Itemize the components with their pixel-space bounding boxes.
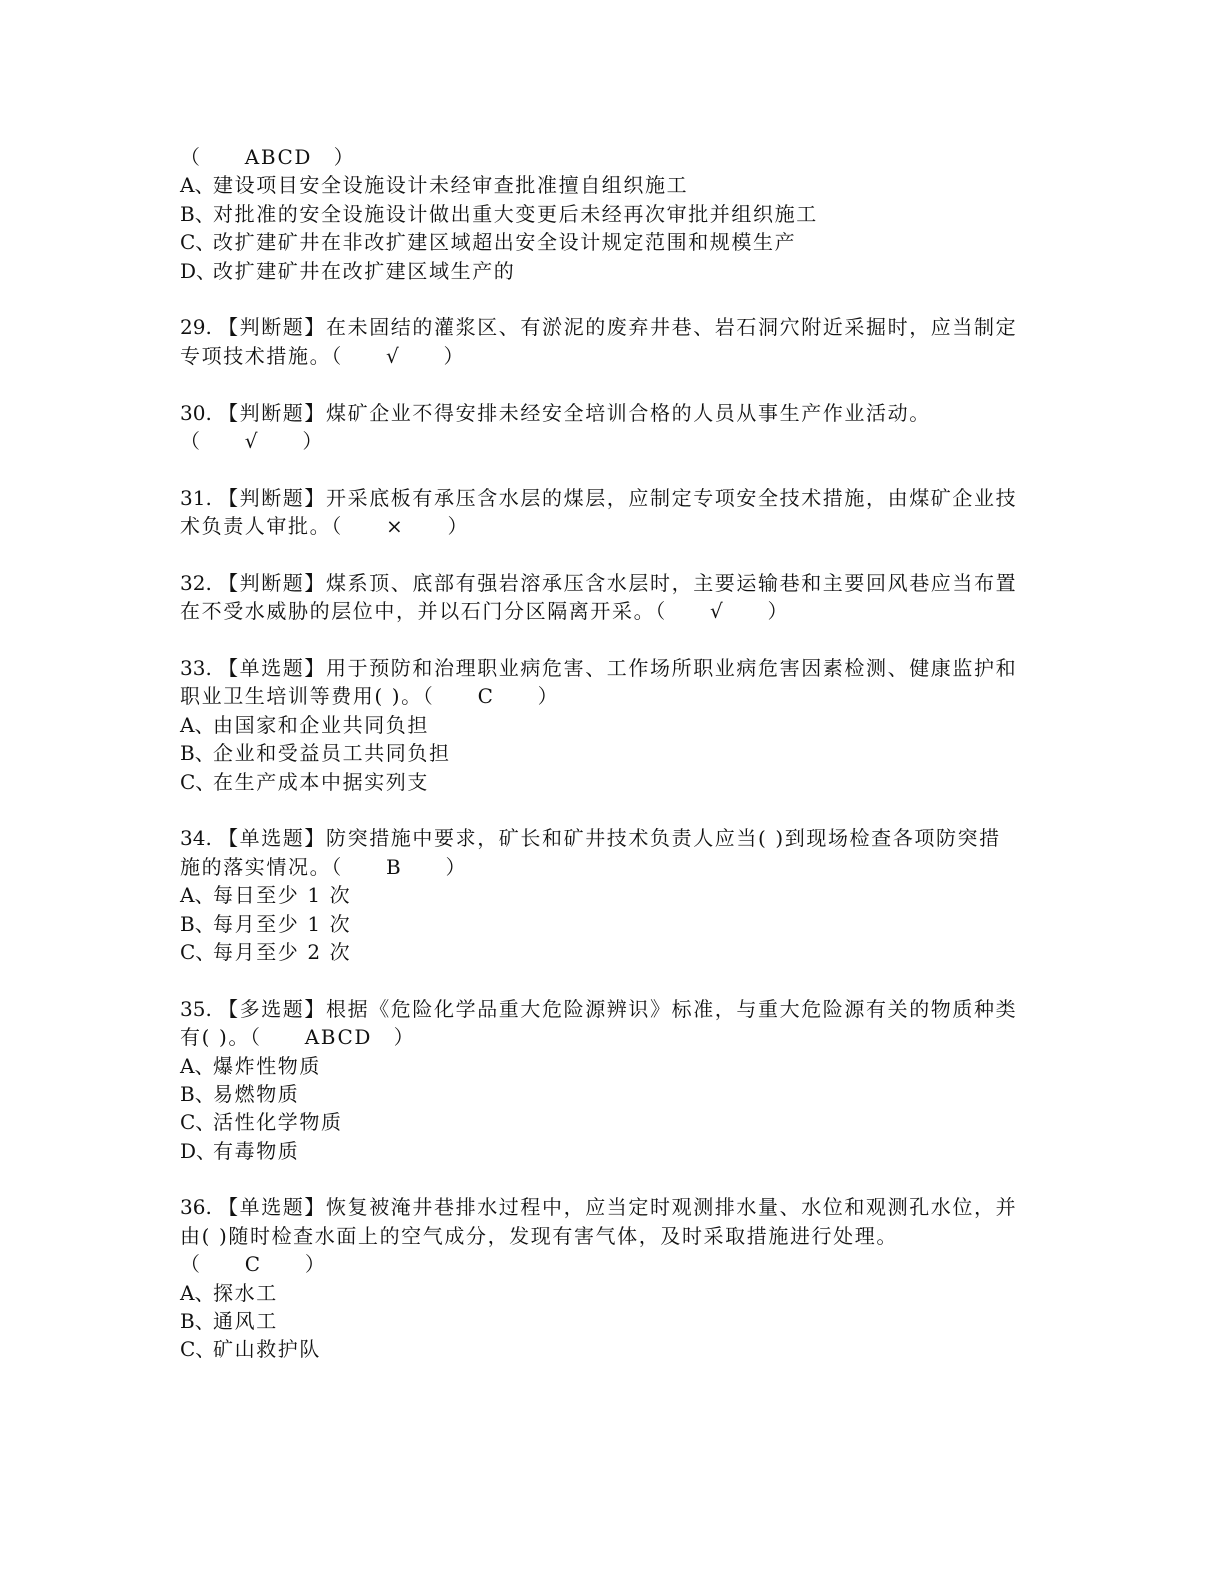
question-number: 31. (180, 485, 212, 510)
option-line (180, 881, 1040, 909)
option-text: 改扩建矿井在非改扩建区域超出安全设计规定范围和规模生产 (213, 230, 797, 255)
question-line (180, 484, 1040, 512)
option-letter: C、 (180, 1110, 216, 1135)
question-number: 32. (180, 570, 212, 595)
question-line (180, 399, 1040, 427)
question-line: 施的落实情况。（ B ） (180, 854, 468, 879)
question-number: 33. (180, 656, 212, 681)
option-line (180, 257, 1040, 285)
question-block-36 (180, 1193, 1040, 1363)
option-letter: A、 (180, 712, 215, 737)
option-text: 在生产成本中据实列支 (213, 769, 429, 794)
question-line: 在不受水威胁的层位中，并以石门分区隔离开采。（ √ ） (180, 599, 790, 624)
question-text: 【单选题】用于预防和治理职业病危害、工作场所职业病危害因素检测、健康监护和 (218, 656, 1018, 681)
question-line (180, 824, 1040, 852)
question-text: 【多选题】根据《危险化学品重大危险源辨识》标准，与重大危险源有关的物质种类 (218, 996, 1018, 1021)
option-letter: B、 (180, 741, 215, 766)
spacer (180, 285, 1040, 313)
option-text: 对批准的安全设施设计做出重大变更后未经再次审批并组织施工 (213, 201, 818, 226)
option-line (180, 228, 1040, 256)
question-block-32 (180, 569, 1040, 626)
question-line: 由( )随时检查水面上的空气成分，发现有害气体，及时采取措施进行处理。 (180, 1223, 898, 1248)
option-letter: C、 (180, 230, 216, 255)
spacer (180, 370, 1040, 398)
question-line (180, 995, 1040, 1023)
option-text: 改扩建矿井在改扩建区域生产的 (213, 258, 516, 283)
spacer (180, 966, 1040, 994)
option-line (180, 1137, 1040, 1165)
option-text: 易燃物质 (213, 1081, 300, 1106)
option-letter: B、 (180, 201, 215, 226)
question-line (180, 1193, 1040, 1221)
option-line (180, 938, 1040, 966)
option-line (180, 739, 1040, 767)
option-letter: D、 (180, 1138, 217, 1163)
option-letter: D、 (180, 258, 217, 283)
option-line (180, 910, 1040, 938)
option-line (180, 711, 1040, 739)
question-line (180, 569, 1040, 597)
fragment-block (180, 143, 1040, 285)
question-block-29 (180, 313, 1040, 370)
option-text: 建设项目安全设施设计未经审查批准擅自组织施工 (213, 173, 689, 198)
document-page (180, 143, 1040, 1364)
option-line (180, 171, 1040, 199)
question-answer: （ C ） (180, 1252, 327, 1277)
option-letter: A、 (180, 1053, 215, 1078)
question-block-35 (180, 995, 1040, 1165)
option-letter: C、 (180, 939, 216, 964)
option-text: 有毒物质 (213, 1138, 300, 1163)
question-text: 【判断题】煤系顶、底部有强岩溶承压含水层时，主要运输巷和主要回风巷应当布置 (218, 570, 1018, 595)
question-block-34 (180, 824, 1040, 966)
option-text: 每日至少 1 次 (213, 883, 352, 908)
question-text: 【单选题】防突措施中要求，矿长和矿井技术负责人应当( )到现场检查各项防突措 (218, 826, 1001, 851)
question-answer: （ √ ） (180, 428, 324, 453)
question-block-30 (180, 399, 1040, 456)
option-text: 矿山救护队 (213, 1337, 321, 1362)
spacer (180, 796, 1040, 824)
option-letter: B、 (180, 1081, 215, 1106)
option-letter: B、 (180, 911, 215, 936)
option-text: 每月至少 1 次 (213, 911, 352, 936)
option-text: 每月至少 2 次 (213, 939, 352, 964)
option-text: 爆炸性物质 (213, 1053, 321, 1078)
option-text: 活性化学物质 (213, 1110, 343, 1135)
option-letter: A、 (180, 173, 215, 198)
option-line (180, 1052, 1040, 1080)
question-block-31 (180, 484, 1040, 541)
option-text: 探水工 (213, 1280, 278, 1305)
option-letter: C、 (180, 769, 216, 794)
question-text: 【判断题】在未固结的灌浆区、有淤泥的废弃井巷、岩石洞穴附近采掘时，应当制定 (218, 315, 1018, 340)
question-text: 【判断题】煤矿企业不得安排未经安全培训合格的人员从事生产作业活动。 (218, 400, 931, 425)
option-text: 由国家和企业共同负担 (213, 712, 429, 737)
question-line: 专项技术措施。（ √ ） (180, 343, 466, 368)
option-letter: A、 (180, 1280, 215, 1305)
option-line (180, 1279, 1040, 1307)
spacer (180, 626, 1040, 654)
option-text: 通风工 (213, 1309, 278, 1334)
question-number: 34. (180, 826, 212, 851)
question-line: 术负责人审批。（ × ） (180, 514, 470, 539)
spacer (180, 540, 1040, 568)
question-text: 【单选题】恢复被淹井巷排水过程中，应当定时观测排水量、水位和观测孔水位，并 (218, 1195, 1018, 1220)
question-text: 【判断题】开采底板有承压含水层的煤层，应制定专项安全技术措施，由煤矿企业技 (218, 485, 1018, 510)
question-line: 职业卫生培训等费用( )。（ C ） (180, 684, 560, 709)
question-line (180, 654, 1040, 682)
option-line (180, 1335, 1040, 1363)
fragment-answer-line: （ ABCD ） (180, 145, 356, 169)
spacer (180, 1165, 1040, 1193)
option-line (180, 200, 1040, 228)
option-line (180, 1108, 1040, 1136)
question-number: 35. (180, 996, 212, 1021)
option-line (180, 1307, 1040, 1335)
question-line (180, 313, 1040, 341)
question-block-33 (180, 654, 1040, 796)
option-letter: B、 (180, 1309, 215, 1334)
question-line: 有( )。（ ABCD ） (180, 1025, 416, 1050)
option-line (180, 768, 1040, 796)
spacer (180, 455, 1040, 483)
option-letter: C、 (180, 1337, 216, 1362)
question-number: 36. (180, 1195, 212, 1220)
option-line (180, 1080, 1040, 1108)
question-number: 30. (180, 400, 212, 425)
question-number: 29. (180, 315, 212, 340)
option-text: 企业和受益员工共同负担 (213, 741, 451, 766)
option-letter: A、 (180, 883, 215, 908)
